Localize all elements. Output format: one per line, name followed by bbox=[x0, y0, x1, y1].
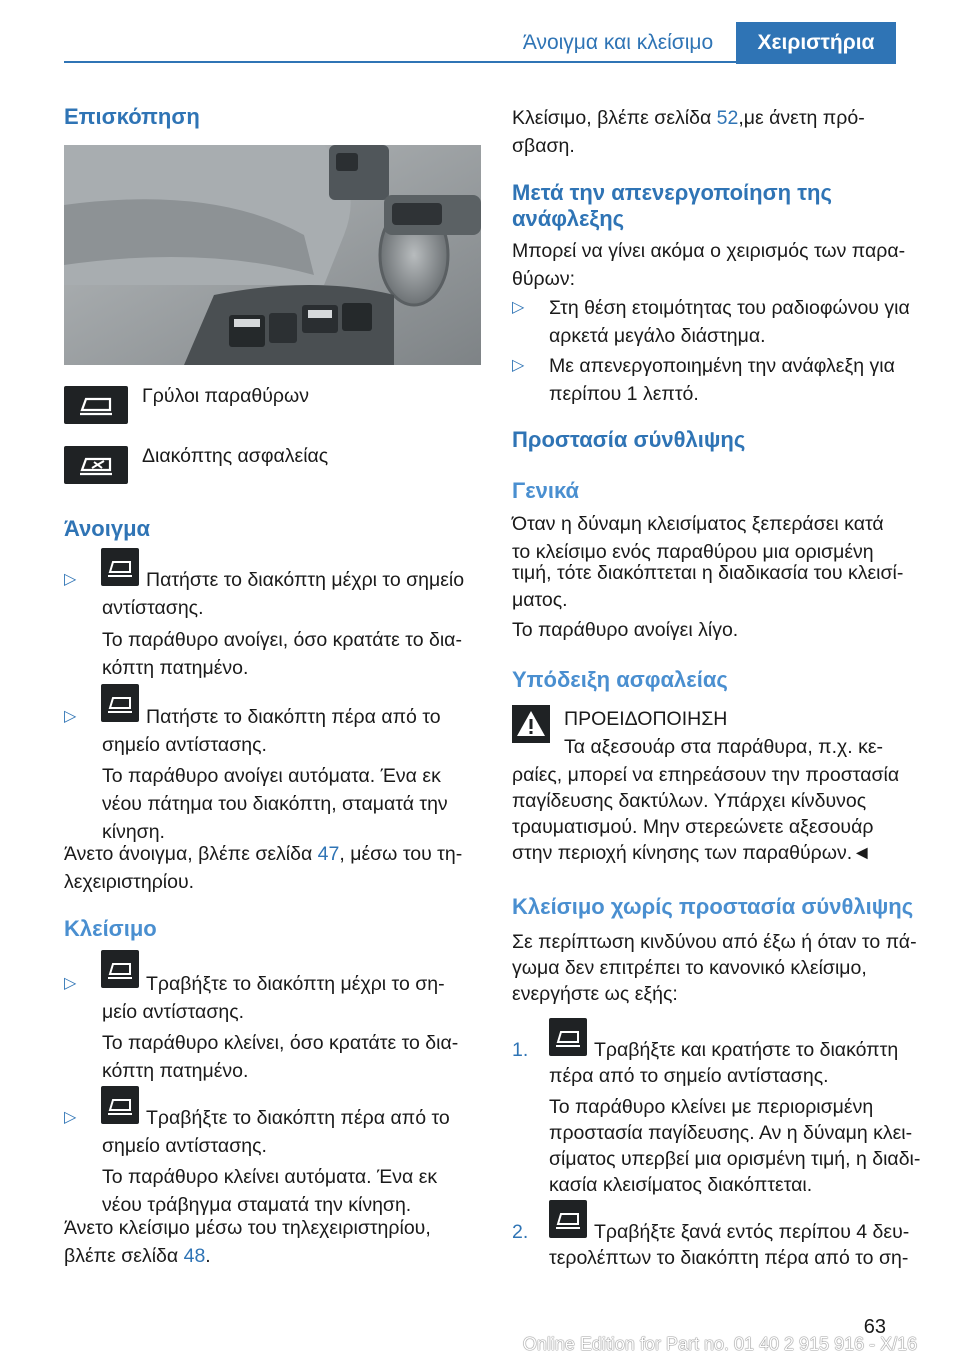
intro-text-cont: σβαση. bbox=[512, 135, 575, 157]
window-switch-icon bbox=[101, 548, 139, 586]
opening-step-2-result-cont: νέου πάτημα του διακόπτη, σταματά την bbox=[102, 793, 448, 815]
warning-text-5: στην περιοχή κίνησης των παραθύρων.◄ bbox=[512, 842, 872, 864]
opening-note: Άνετο άνοιγμα, βλέπε σελίδα 47, μέσω του τη- bbox=[64, 843, 463, 865]
no-pinch-text-1: Σε περίπτωση κινδύνου από έξω ή όταν το πά- bbox=[512, 931, 917, 953]
bullet-marker: ▷ bbox=[64, 975, 77, 992]
step-number: 2. bbox=[512, 1221, 529, 1243]
general-text-1: Όταν η δύναμη κλεισίματος ξεπεράσει κατά bbox=[512, 513, 884, 535]
bullet-marker: ▷ bbox=[512, 299, 525, 316]
opening-step-2-text: Πατήστε το διακόπτη πέρα από το bbox=[146, 706, 441, 728]
step-1-result-1: Το παράθυρο κλείνει με περιορισμένη bbox=[549, 1096, 874, 1118]
door-panel-photo bbox=[64, 145, 481, 365]
closing-note: Άνετο κλείσιμο μέσω του τηλεχειριστηρίου, bbox=[64, 1217, 431, 1239]
closing-step-1-text-cont: μείο αντίστασης. bbox=[102, 1001, 245, 1023]
step-number: 1. bbox=[512, 1039, 529, 1061]
closing-step-1-text: Τραβήξτε το διακόπτη μέχρι το ση- bbox=[146, 973, 445, 995]
safety-switch-icon bbox=[64, 446, 128, 484]
closing-step-1-result-cont: κόπτη πατημένο. bbox=[102, 1060, 249, 1082]
overview-heading: Επισκόπηση bbox=[64, 104, 200, 129]
after-ignition-item-2-cont: περίπου 1 λεπτό. bbox=[549, 383, 699, 405]
step-1-text-cont: πέρα από το σημείο αντίστασης. bbox=[549, 1065, 829, 1087]
closing-step-2-text-cont: σημείο αντίστασης. bbox=[102, 1135, 267, 1157]
bullet-marker: ▷ bbox=[512, 357, 525, 374]
opening-step-1-text-cont: αντίστασης. bbox=[102, 597, 204, 619]
opening-heading: Άνοιγμα bbox=[64, 516, 151, 541]
bullet-marker: ▷ bbox=[64, 1109, 77, 1126]
safety-note-heading: Υπόδειξη ασφαλείας bbox=[512, 667, 728, 692]
window-switch-icon bbox=[101, 950, 139, 988]
step-1-result-3: σίματος υπερβεί μια ορισμένη τιμή, η διαδι- bbox=[549, 1148, 921, 1170]
section-title: Άνοιγμα και κλείσιμο bbox=[522, 31, 714, 54]
after-ignition-text-cont: θύρων: bbox=[512, 268, 575, 290]
page-number: 63 bbox=[863, 1316, 886, 1338]
opening-step-2-result: Το παράθυρο ανοίγει αυτόματα. Ένα εκ bbox=[102, 765, 441, 787]
chapter-tab: Χειριστήρια bbox=[736, 22, 896, 64]
general-text-5: Το παράθυρο ανοίγει λίγο. bbox=[512, 619, 739, 641]
warning-triangle-icon bbox=[512, 705, 550, 743]
warning-title: ΠΡΟΕΙΔΟΠΟΙΗΣΗ bbox=[564, 708, 728, 730]
window-switch-icon bbox=[549, 1018, 587, 1056]
step-2-text: Τραβήξτε ξανά εντός περίπου 4 δευ- bbox=[594, 1221, 910, 1243]
warning-text-2: ραίες, μπορεί να επηρεάσουν την προστασία bbox=[512, 764, 900, 786]
warning-text-3: παγίδευσης δακτύλων. Υπάρχει κίνδυνος bbox=[512, 790, 867, 812]
after-ignition-heading-cont: ανάφλεξης bbox=[512, 206, 625, 231]
opening-note-cont: λεχειριστηρίου. bbox=[64, 871, 195, 893]
no-pinch-closing-heading: Κλείσιμο χωρίς προστασία σύνθλιψης bbox=[512, 894, 914, 919]
step-2-text-cont: τερολέπτων το διακόπτη πέρα από το ση- bbox=[549, 1247, 909, 1269]
page-link-47[interactable]: 47 bbox=[317, 843, 340, 865]
no-pinch-text-3: ενεργήστε ως εξής: bbox=[512, 983, 678, 1005]
after-ignition-item-2: Με απενεργοποιημένη την ανάφλεξη για bbox=[549, 355, 895, 377]
legend-label-window: Γρύλοι παραθύρων bbox=[142, 385, 309, 407]
step-1-text: Τραβήξτε και κρατήστε το διακόπτη bbox=[594, 1039, 899, 1061]
opening-step-2-text-cont: σημείο αντίστασης. bbox=[102, 734, 267, 756]
warning-text-4: τραυματισμού. Μην στερεώνετε αξεσουάρ bbox=[512, 816, 874, 838]
closing-note-cont: βλέπε σελίδα 48. bbox=[64, 1245, 211, 1267]
general-text-4: ματος. bbox=[512, 589, 568, 611]
page-link-52[interactable]: 52 bbox=[716, 107, 739, 129]
general-text-3: τιμή, τότε διακόπτεται η διαδικασία του κλεισί- bbox=[512, 562, 904, 584]
after-ignition-item-1-cont: αρκετά μεγάλο διάστημα. bbox=[549, 325, 766, 347]
closing-step-2-result: Το παράθυρο κλείνει αυτόματα. Ένα εκ bbox=[102, 1166, 438, 1188]
window-switch-icon bbox=[101, 684, 139, 722]
general-text-2: το κλείσιμο ενός παραθύρου μια ορισμένη bbox=[512, 541, 874, 563]
after-ignition-heading: Μετά την απενεργοποίηση της bbox=[512, 180, 832, 205]
opening-step-2-result-cont2: κίνηση. bbox=[102, 821, 165, 843]
window-switch-icon bbox=[64, 386, 128, 424]
legend-label-safety: Διακόπτης ασφαλείας bbox=[142, 445, 329, 467]
page-link-48[interactable]: 48 bbox=[183, 1245, 206, 1267]
step-1-result-2: προστασία παγίδευσης. Αν η δύναμη κλει- bbox=[549, 1122, 913, 1144]
after-ignition-item-1: Στη θέση ετοιμότητας του ραδιοφώνου για bbox=[549, 297, 910, 319]
window-switch-icon bbox=[549, 1200, 587, 1238]
step-1-result-4: κασία κλεισίματος διακόπτεται. bbox=[549, 1174, 813, 1196]
general-heading: Γενικά bbox=[512, 478, 580, 503]
closing-step-2-text: Τραβήξτε το διακόπτη πέρα από το bbox=[146, 1107, 450, 1129]
intro-text: Κλείσιμο, βλέπε σελίδα 52,με άνετη πρό- bbox=[512, 107, 865, 129]
after-ignition-text: Μπορεί να γίνει ακόμα ο χειρισμός των παρα- bbox=[512, 240, 906, 262]
window-switch-icon bbox=[101, 1086, 139, 1124]
opening-step-1-result: Το παράθυρο ανοίγει, όσο κρατάτε το δια- bbox=[102, 629, 462, 651]
bullet-marker: ▷ bbox=[64, 571, 77, 588]
closing-step-1-result: Το παράθυρο κλείνει, όσο κρατάτε το δια- bbox=[102, 1032, 459, 1054]
edition-text: Online Edition for Part no. 01 40 2 915 916 - X/16 bbox=[522, 1334, 918, 1354]
closing-heading: Κλείσιμο bbox=[64, 916, 157, 941]
bullet-marker: ▷ bbox=[64, 708, 77, 725]
pinch-protection-heading: Προστασία σύνθλιψης bbox=[512, 427, 746, 452]
opening-step-1-text: Πατήστε το διακόπτη μέχρι το σημείο bbox=[146, 569, 465, 591]
header-rule bbox=[64, 61, 896, 63]
closing-step-2-result-cont: νέου τράβηγμα σταματά την κίνηση. bbox=[102, 1194, 412, 1216]
footer bbox=[0, 1328, 960, 1362]
warning-text-1: Τα αξεσουάρ στα παράθυρα, π.χ. κε- bbox=[564, 736, 884, 758]
no-pinch-text-2: γωμα δεν επιτρέπει το κανονικό κλείσιμο, bbox=[512, 957, 867, 979]
opening-step-1-result-cont: κόπτη πατημένο. bbox=[102, 657, 249, 679]
